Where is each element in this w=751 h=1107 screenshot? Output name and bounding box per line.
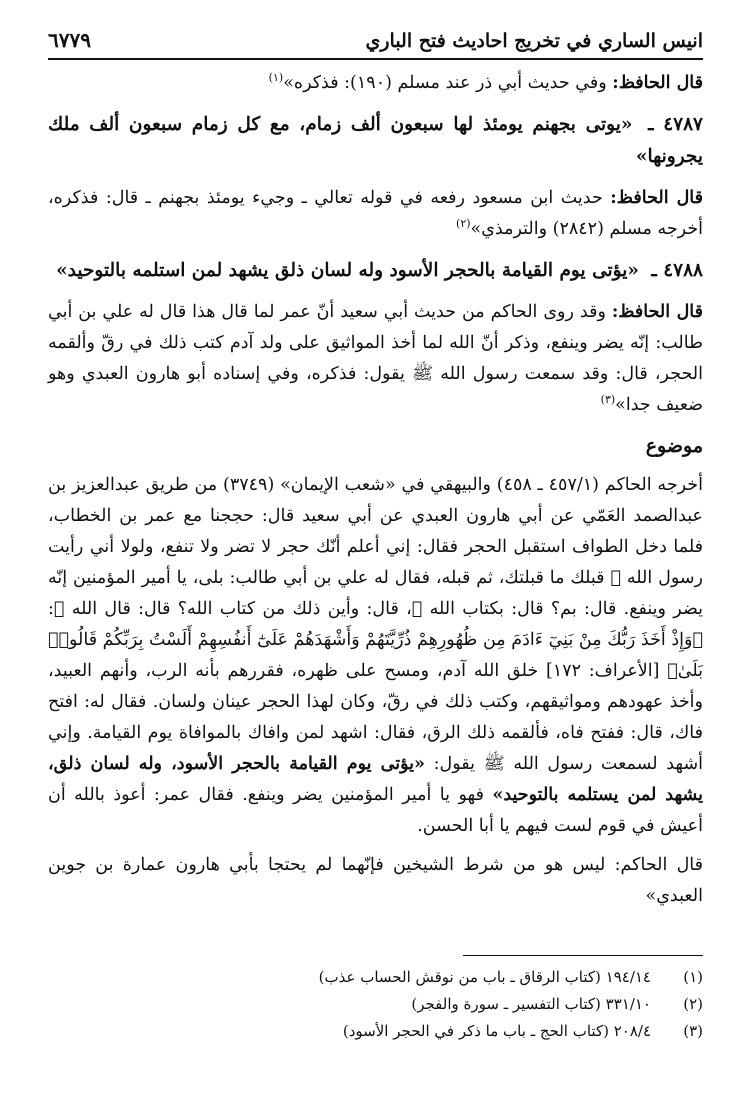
footnote-number: (٢) [683, 995, 703, 1013]
footnotes [48, 955, 703, 1045]
footnote-text: ٢٠٨/٤ (كتاب الحج ـ باب ما ذكر في الحجر الأسود) [342, 1022, 651, 1040]
hadith-4788 [48, 255, 703, 287]
book-title: انيس الساري في تخريج احاديث فتح الباري [365, 30, 703, 52]
hafiz-label: قال الحافظ: [611, 302, 703, 322]
footnote-item [48, 1018, 703, 1045]
footnote-item [48, 964, 703, 991]
running-header [48, 28, 703, 60]
footnote-number: (١) [683, 968, 703, 986]
hadith-4787 [48, 109, 703, 173]
hadith-number: ٤٧٨٧ ـ [648, 114, 703, 135]
hadith-text: «يوتى بجهنم يومئذ لها سبعون ألف زمام، مع كل زمام سبعون ألف ملك يجرونها» [48, 114, 703, 167]
paragraph-text: وفي حديث أبي ذر عند مسلم (١٩٠): فذكره» [283, 73, 607, 93]
page-number: ٦٧٧٩ [48, 28, 91, 52]
paragraph-text: أخرجه الحاكم (٤٥٧/١ ـ ٤٥٨) والبيهقي في «شعب الإيمان» (٣٧٤٩) من طريق عبدالعزيز بن عبدالصمد العَمّي عن أبي هارون العبدي عن أبي سعيد قال: حججنا مع عمر بن الخطاب، فلما دخل الطواف استقبل الحجر فقال: إني أعلم أنّك حجر لا تضر ولا تنفع، ولولا أني رأيت رسول الله ﷺ قبلك ما قبلتك، ثم قبله، فقال له علي بن أبي طالب: بلى، يا أمير المؤمنين إنّه يضر وينفع. قال: بم؟ قال: بكتاب الله ﷻ، قال: وأين ذلك من كتاب الله؟ قال: قال الله ﷻ: ﴿وَإِذْ أَخَذَ رَبُّكَ مِنْ بَنِيٓ ءَادَمَ مِن ظُهُورِهِمْ ذُرِّيَّتَهُمْ وَأَشْهَدَهُمْ عَلَىٰٓ أَنفُسِهِمْ أَلَسْتُ بِرَبِّكُمْ قَالُوا۟ بَلَىٰ﴾ [الأعراف: ١٧٢] خلق الله آدم، ومسح على ظهره، فقررهم بأنه الرب، وأنهم العبيد، وأخذ عهودهم ومواثيقهم، وكتب ذلك في رقّ، وكان لهذا الحجر عينان ولسان. فقال له: افتح فاك، قال: ففتح فاه، فألقمه ذلك الرق، فقال: اشهد لمن وافاك بالموافاة يوم القيامة. وإني أشهد لسمعت رسول الله ﷺ يقول: [48, 475, 703, 774]
footnote-item [48, 991, 703, 1018]
paragraph-hafiz-1 [48, 68, 703, 99]
grading-heading: موضوع [645, 435, 703, 457]
footnote-divider [463, 955, 703, 956]
page-body [48, 68, 703, 912]
paragraph-text: حديث ابن مسعود رفعه في قوله تعالي ـ وجيء يومئذ بجهنم ـ قال: فذكره، أخرجه مسلم (٢٨٤٢) والترمذي» [48, 188, 703, 239]
footnote-ref: (٢) [456, 217, 471, 231]
paragraph-hakim [48, 850, 703, 912]
footnote-text: ١٩٤/١٤ (كتاب الرقاق ـ باب من نوقش الحساب عذب) [318, 968, 651, 986]
paragraph-hafiz-2 [48, 183, 703, 245]
footnote-number: (٣) [683, 1022, 703, 1040]
hadith-number: ٤٧٨٨ ـ [651, 260, 703, 281]
paragraph-text: وقد روى الحاكم من حديث أبي سعيد أنّ عمر لما قال هذا قال له علي بن أبي طالب: إنّه يضر وينفع، وذكر أنّ الله لما أخذ المواثيق على ولد آدم كتب ذلك في رقّ وألقمه الحجر، قال: وقد سمعت رسول الله ﷺ يقول: فذكره، وفي إسناده أبو هارون العبدي وهو ضعيف جدا» [48, 302, 703, 415]
footnote-ref: (٣) [600, 393, 616, 407]
paragraph-tail: فهو يا أمير المؤمنين يضر وينفع. فقال عمر: أعوذ بالله أن أعيش في قوم لست فيهم يا أبا الحسن. [48, 785, 703, 836]
footnote-text: ٣٣١/١٠ (كتاب التفسير ـ سورة والفجر) [411, 995, 651, 1013]
hafiz-label: قال الحافظ: [610, 188, 703, 208]
paragraph-takhrij [48, 470, 703, 842]
paragraph-hafiz-3 [48, 297, 703, 421]
footnote-ref: (١) [268, 71, 284, 85]
hafiz-label: قال الحافظ: [612, 73, 703, 93]
hadith-quote: «يؤتى يوم القيامة بالحجر الأسود، وله لسان ذلق، يشهد لمن يستلمه بالتوحيد» [48, 754, 703, 805]
hadith-text: «يؤتى يوم القيامة بالحجر الأسود وله لسان ذلق يشهد لمن استلمه بالتوحيد» [56, 260, 639, 281]
paragraph-text: قال الحاكم: ليس هو من شرط الشيخين فإنّهما لم يحتجا بأبي هارون عمارة بن جوين العبدي» [48, 855, 703, 906]
